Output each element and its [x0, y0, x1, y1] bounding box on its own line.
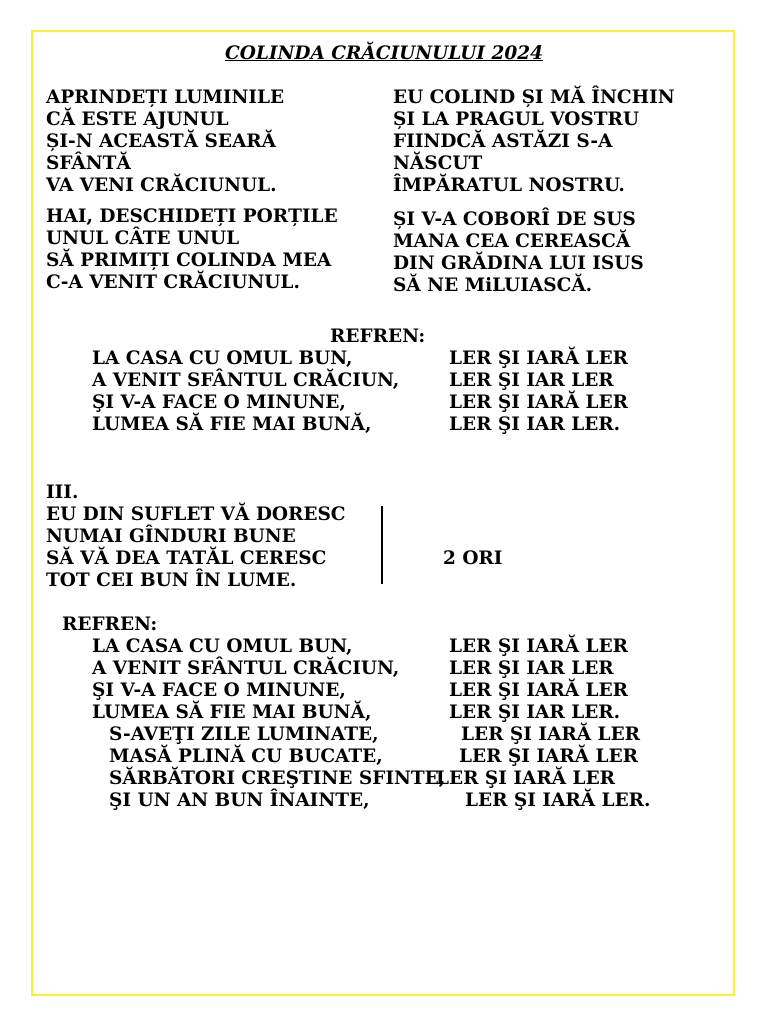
refrain-label: REFREN: [330, 326, 426, 347]
repeat-bracket [381, 506, 383, 584]
refrain-ler: LER ŞI IARĂ LER [449, 680, 629, 701]
extra-line: MASĂ PLINĂ CU BUCATE, [109, 746, 383, 767]
refrain-ler: LER ŞI IAR LER [449, 370, 614, 391]
verse2-line: SĂ PRIMIȚI COLINDA MEA [46, 250, 332, 271]
refrain-line: LUMEA SĂ FIE MAI BUNĂ, [92, 702, 372, 723]
refrain-line: A VENIT SFÂNTUL CRĂCIUN, [92, 370, 400, 391]
verse3-line: TOT CEI BUN ÎN LUME. [46, 570, 297, 591]
verse3-line: NUMAI GÎNDURI BUNE [46, 526, 296, 547]
refrain-ler: LER ŞI IARĂ LER [449, 392, 629, 413]
verse1b-line: ÎMPĂRATUL NOSTRU. [393, 175, 625, 196]
repeat-note: 2 ORI [443, 548, 503, 569]
verse1b-line: NĂSCUT [393, 153, 483, 174]
extra-ler: LER ŞI IARĂ LER [459, 746, 639, 767]
verse2-line: UNUL CÂTE UNUL [46, 228, 240, 249]
refrain-label: REFREN: [62, 614, 158, 635]
verse1b-line: EU COLIND ȘI MĂ ÎNCHIN [393, 87, 675, 108]
verse3-label: III. [46, 482, 79, 503]
refrain-ler: LER ŞI IAR LER [449, 658, 614, 679]
refrain-line: ŞI V-A FACE O MINUNE, [92, 392, 346, 413]
extra-line: SĂRBĂTORI CREŞTINE SFINTE, [109, 768, 446, 789]
extra-ler: LER ŞI IARĂ LER [461, 724, 641, 745]
extra-ler: LER ŞI IARĂ LER. [465, 790, 651, 811]
extra-ler: LER ŞI IARĂ LER [436, 768, 616, 789]
refrain-line: ŞI V-A FACE O MINUNE, [92, 680, 346, 701]
verse2b-line: SĂ NE MiLUIASCĂ. [393, 275, 593, 296]
refrain-line: LUMEA SĂ FIE MAI BUNĂ, [92, 414, 372, 435]
document-title: COLINDA CRĂCIUNULUI 2024 [225, 43, 543, 64]
refrain-ler: LER ŞI IAR LER. [449, 414, 621, 435]
refrain-ler: LER ŞI IARĂ LER [449, 636, 629, 657]
verse1-line: SFÂNTĂ [46, 153, 131, 174]
verse1-line: VA VENI CRĂCIUNUL. [46, 175, 277, 196]
refrain-line: LA CASA CU OMUL BUN, [92, 636, 353, 657]
refrain-line: A VENIT SFÂNTUL CRĂCIUN, [92, 658, 400, 679]
verse1-line: APRINDEȚI LUMINILE [46, 87, 285, 108]
extra-line: S-AVEŢI ZILE LUMINATE, [109, 724, 379, 745]
refrain-ler: LER ŞI IAR LER. [449, 702, 621, 723]
verse3-line: SĂ VĂ DEA TATĂL CERESC [46, 548, 327, 569]
verse2b-line: DIN GRĂDINA LUI ISUS [393, 253, 644, 274]
refrain-ler: LER ŞI IARĂ LER [449, 348, 629, 369]
verse1-line: CĂ ESTE AJUNUL [46, 109, 229, 130]
verse1b-line: ȘI LA PRAGUL VOSTRU [393, 109, 640, 130]
verse2-line: HAI, DESCHIDEȚI PORȚILE [46, 206, 338, 227]
verse2b-line: MANA CEA CEREASCĂ [393, 231, 631, 252]
verse1b-line: FIINDCĂ ASTĂZI S-A [393, 131, 613, 152]
verse1-line: ȘI-N ACEASTĂ SEARĂ [46, 131, 277, 152]
verse2-line: C-A VENIT CRĂCIUNUL. [46, 272, 300, 293]
verse3-line: EU DIN SUFLET VĂ DORESC [46, 504, 346, 525]
verse2b-line: ȘI V-A COBORÎ DE SUS [393, 209, 636, 230]
extra-line: ŞI UN AN BUN ÎNAINTE, [109, 790, 370, 811]
refrain-line: LA CASA CU OMUL BUN, [92, 348, 353, 369]
